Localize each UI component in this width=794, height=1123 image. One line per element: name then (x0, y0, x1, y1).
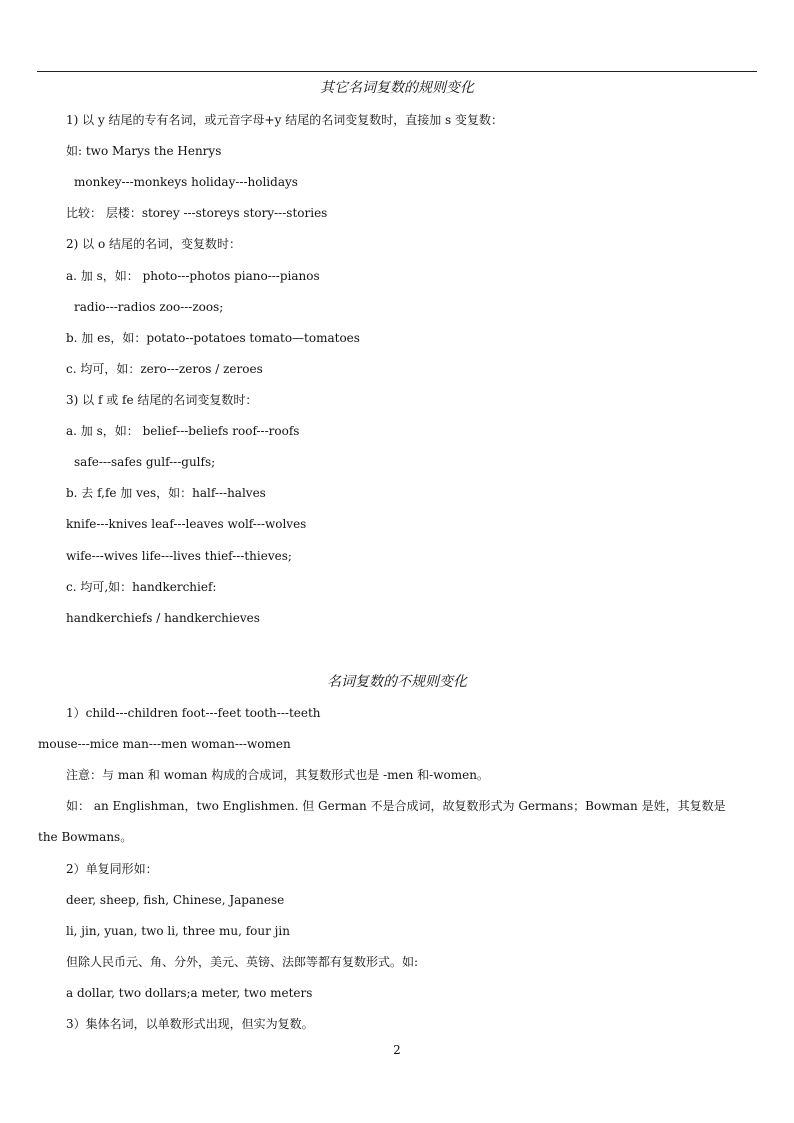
example-line: c. 均可，如：zero---zeros / zeroes (66, 362, 263, 376)
example-line: deer, sheep, fish, Chinese, Japanese (66, 893, 285, 907)
note-line: 但除人民币元、角、分外，美元、英镑、法郎等都有复数形式。如: (66, 955, 419, 969)
section-title-irregular-plurals: 名词复数的不规则变化 (327, 674, 467, 690)
irregular-rule-3: 3）集体名词，以单数形式出现，但实为复数。 (66, 1017, 314, 1031)
example-paragraph-continued: the Bowmans。 (38, 830, 133, 844)
example-line: radio---radios zoo---zoos; (74, 300, 224, 314)
example-line: a dollar, two dollars;a meter, two meters (66, 986, 313, 1000)
example-line: c. 均可,如：handkerchief: (66, 580, 217, 594)
rule-2-o-ending: 2) 以 o 结尾的名词，变复数时： (66, 237, 241, 251)
example-line: safe---safes gulf---gulfs; (74, 455, 216, 469)
irregular-rule-1: 1）child---children foot---feet tooth---teeth (66, 706, 321, 720)
page-number: 2 (393, 1043, 401, 1057)
rule-3-f-fe-ending: 3) 以 f 或 fe 结尾的名词变复数时： (66, 393, 258, 407)
example-line: knife---knives leaf---leaves wolf---wolves (66, 517, 307, 531)
example-line: b. 去 f,fe 加 ves，如：half---halves (66, 486, 266, 500)
section-title-regular-plurals: 其它名词复数的规则变化 (320, 80, 474, 96)
example-line: a. 加 s，如： photo---photos piano---pianos (66, 269, 320, 283)
example-line: monkey---monkeys holiday---holidays (74, 175, 298, 189)
example-paragraph: 如： an Englishman，two Englishmen. 但 German 不是合成词，故复数形式为 Germans；Bowman 是姓，其复数是 (66, 799, 726, 813)
header-rule (37, 71, 757, 72)
example-line: 如: two Marys the Henrys (66, 144, 222, 158)
note-line: 注意：与 man 和 woman 构成的合成词，其复数形式也是 -men 和-women。 (66, 768, 489, 782)
rule-1-y-ending: 1) 以 y 结尾的专有名词，或元音字母+y 结尾的名词变复数时，直接加 s 变复数： (66, 113, 503, 127)
example-line: wife---wives life---lives thief---thieves; (66, 549, 292, 563)
comparison-line: 比较： 层楼：storey ---storeys story---stories (66, 206, 328, 220)
example-line: b. 加 es，如：potato--potatoes tomato—tomatoes (66, 331, 360, 345)
example-line: a. 加 s，如： belief---beliefs roof---roofs (66, 424, 300, 438)
irregular-rule-2: 2）单复同形如： (66, 862, 158, 876)
example-line: mouse---mice man---men woman---women (38, 737, 291, 751)
example-line: li, jin, yuan, two li, three mu, four jin (66, 924, 290, 938)
example-line: handkerchiefs / handkerchieves (66, 611, 260, 625)
